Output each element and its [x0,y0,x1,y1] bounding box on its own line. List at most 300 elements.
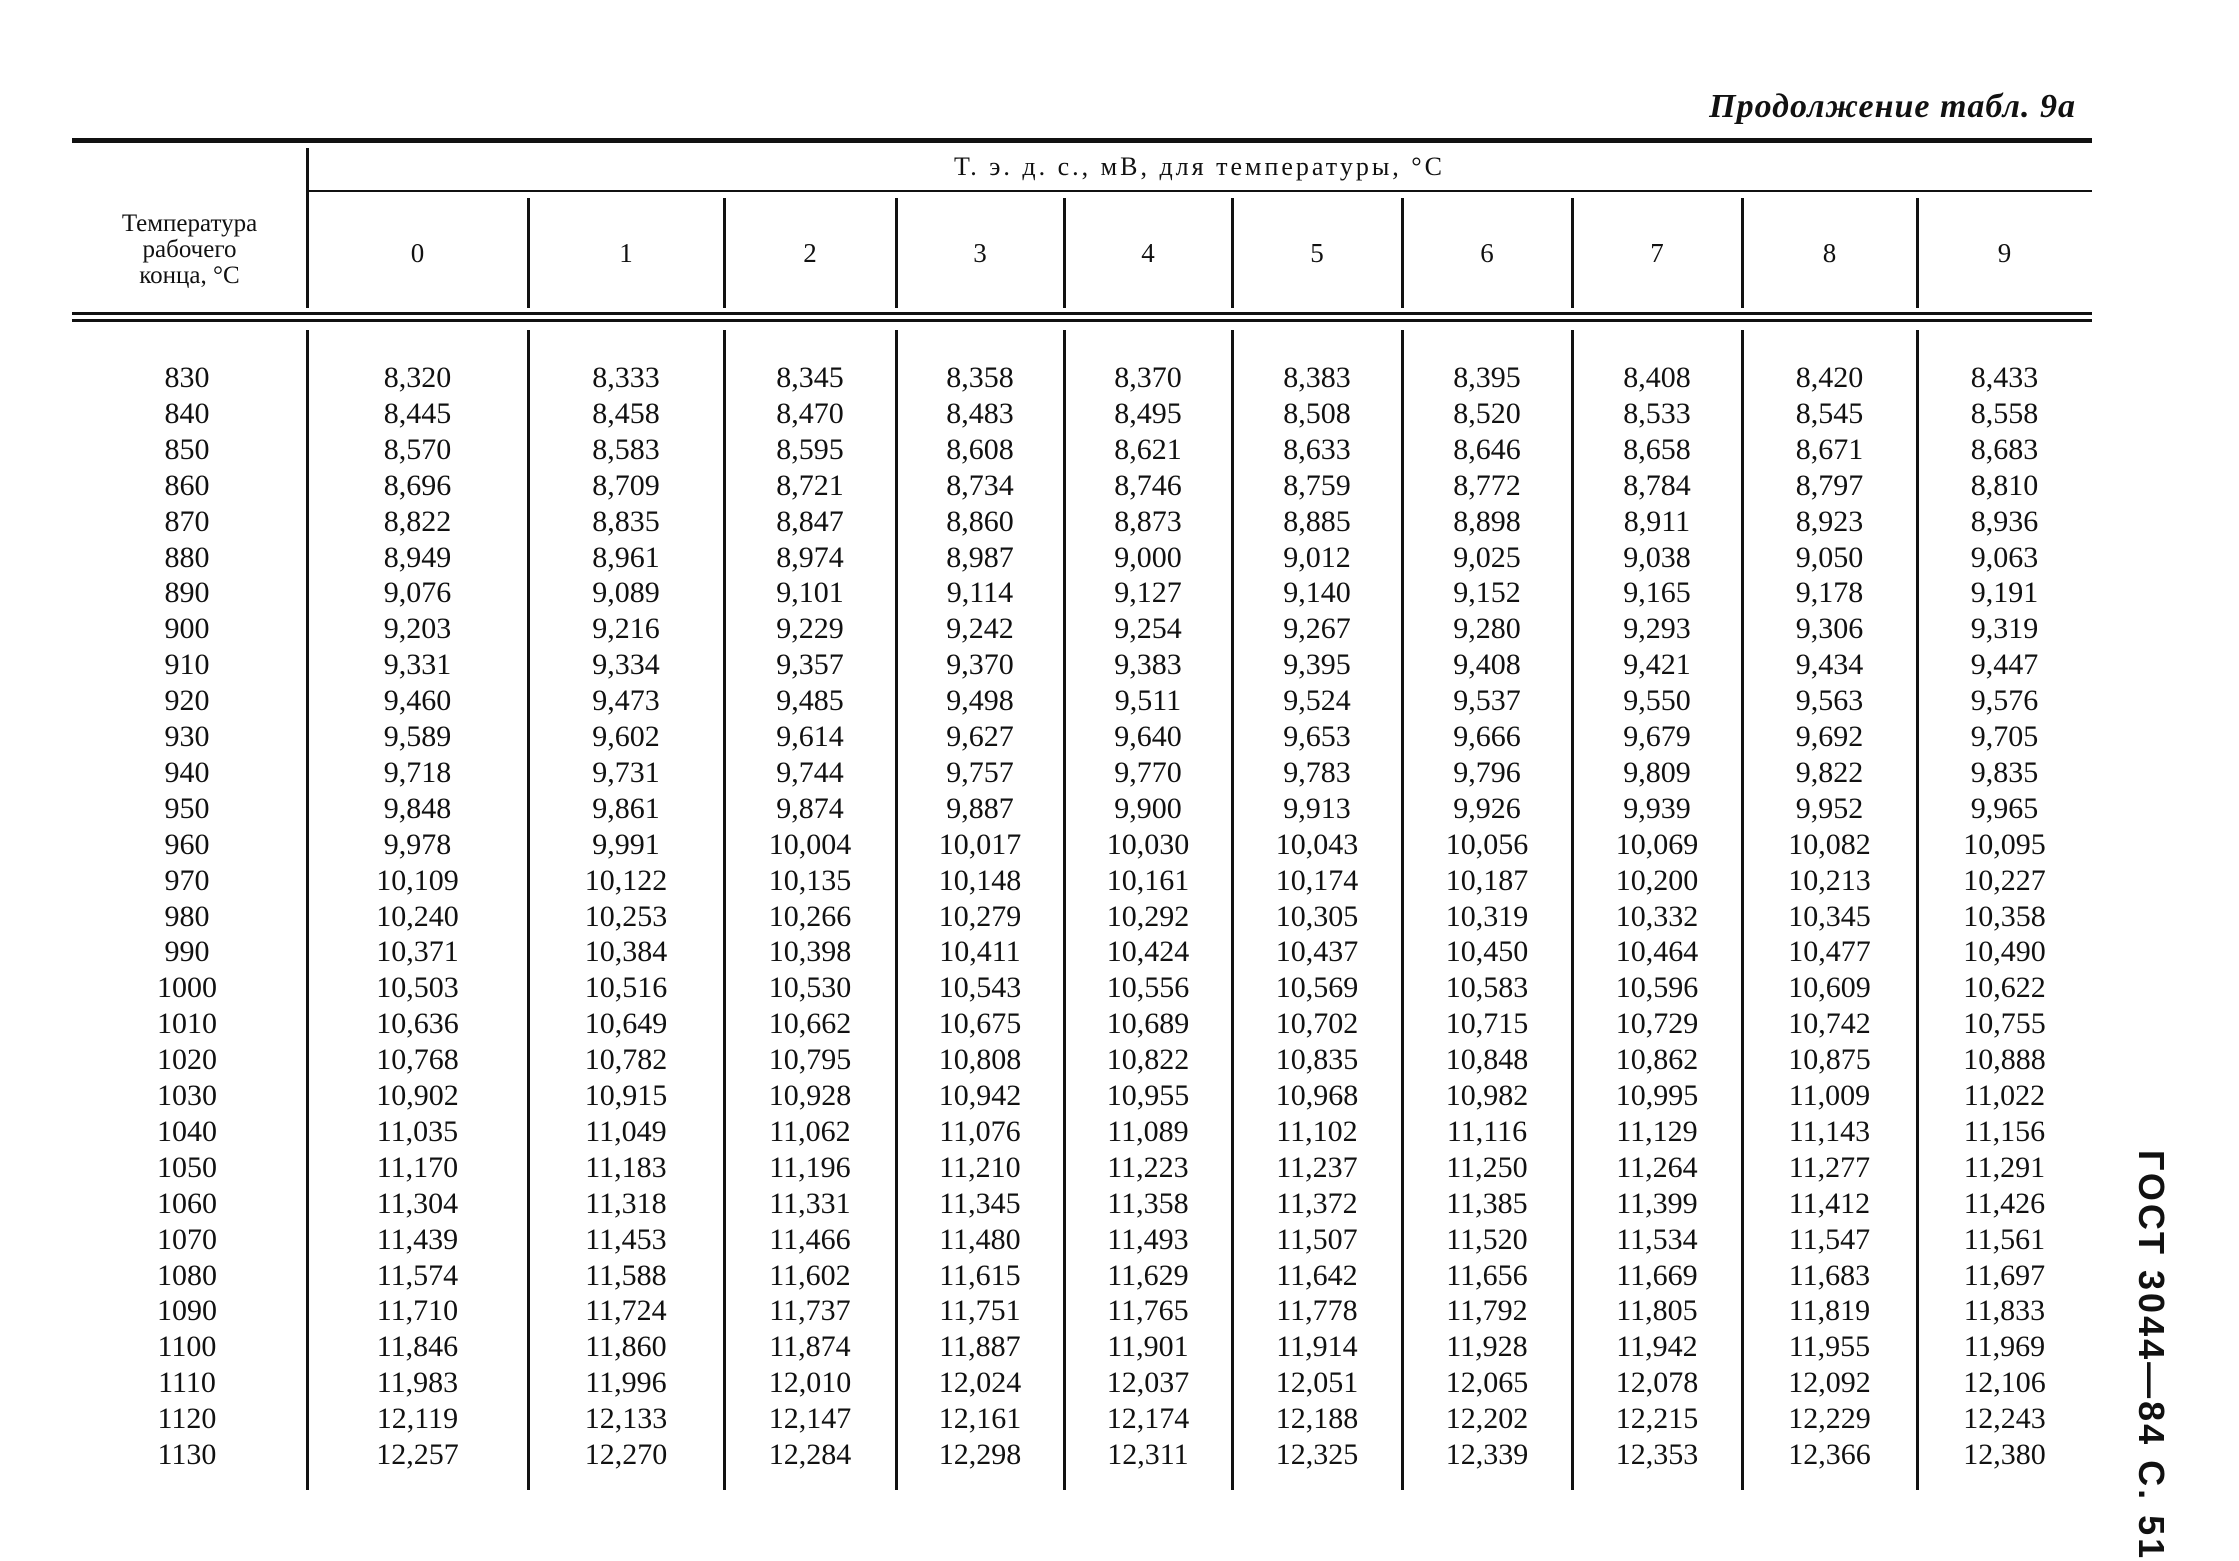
table-row [72,1150,2092,1186]
emf-value-cell: 10,490 [1963,935,2046,969]
emf-value-cell: 10,982 [1445,1079,1529,1112]
table-row [72,1006,2092,1042]
emf-value-cell: 8,545 [1795,396,1864,430]
emf-value-cell: 10,755 [1963,1007,2046,1041]
emf-value-cell: 9,861 [592,791,660,825]
row-temperature: 1130 [157,1438,217,1471]
table-row [72,611,2092,647]
emf-value-cell: 11,642 [1276,1258,1358,1292]
emf-value-cell: 10,279 [938,899,1022,933]
emf-value-cell: 9,744 [776,755,844,789]
emf-value-cell: 11,264 [1616,1150,1698,1184]
emf-value-cell: 11,358 [1107,1186,1189,1220]
emf-value-cell: 9,627 [946,720,1014,753]
emf-value-cell: 8,885 [1283,504,1351,538]
emf-value-cell: 9,614 [776,720,844,753]
emf-value-cell: 9,511 [1114,684,1182,718]
emf-value-cell: 8,483 [946,396,1014,430]
emf-value-cell: 10,875 [1788,1043,1871,1077]
emf-value-cell: 11,156 [1963,1114,2046,1148]
emf-value-cell: 10,928 [768,1079,852,1112]
column-header-9: 9 [1997,238,2012,268]
emf-value-cell: 11,035 [376,1114,459,1148]
emf-value-cell: 10,742 [1788,1007,1871,1041]
column-header-0: 0 [410,238,425,268]
emf-value-cell: 11,669 [1616,1258,1698,1292]
emf-value-cell: 12,353 [1615,1438,1699,1471]
emf-value-cell: 8,345 [776,361,844,394]
table-row [72,1293,2092,1329]
table-row [72,863,2092,899]
emf-value-cell: 10,503 [376,971,459,1005]
emf-value-cell: 9,012 [1283,540,1351,574]
emf-value-cell: 10,715 [1445,1007,1529,1041]
emf-value-cell: 11,928 [1446,1330,1528,1364]
emf-value-cell: 9,280 [1453,612,1521,646]
table-row [72,432,2092,468]
emf-value-cell: 11,223 [1107,1150,1189,1184]
emf-value-cell: 9,434 [1795,648,1864,682]
emf-value-cell: 10,569 [1275,971,1359,1005]
emf-value-cell: 9,025 [1453,540,1521,574]
emf-value-cell: 9,152 [1453,576,1521,610]
row-temperature: 1050 [157,1150,217,1184]
row-temperature: 850 [164,432,210,466]
emf-value-cell: 11,901 [1107,1330,1189,1364]
emf-value-cell: 10,675 [938,1007,1022,1041]
emf-value-cell: 10,437 [1275,935,1359,969]
row-temperature: 1100 [157,1330,217,1364]
emf-value-cell: 10,200 [1615,863,1699,897]
emf-value-cell: 9,835 [1970,755,2039,789]
table-row [72,1042,2092,1078]
emf-value-cell: 8,395 [1453,361,1521,394]
emf-value-cell: 8,621 [1114,432,1182,466]
emf-value-cell: 9,460 [383,684,452,718]
table-row [72,1365,2092,1401]
emf-value-cell: 9,731 [592,755,660,789]
emf-value-cell: 9,229 [776,612,844,646]
emf-value-cell: 10,596 [1615,971,1699,1005]
emf-value-cell: 11,022 [1963,1079,2046,1112]
emf-value-cell: 8,583 [592,432,660,466]
emf-value-cell: 9,473 [592,684,660,718]
emf-value-cell: 9,331 [383,648,452,682]
emf-value-cell: 8,420 [1795,361,1864,394]
emf-value-cell: 11,983 [376,1366,459,1400]
emf-value-cell: 10,729 [1615,1007,1699,1041]
thermo-emf-table [72,138,2092,1496]
emf-value-cell: 9,127 [1114,576,1182,610]
emf-value-cell: 10,768 [376,1043,459,1077]
emf-value-cell: 10,082 [1788,827,1871,861]
emf-value-cell: 11,399 [1616,1186,1698,1220]
emf-value-cell: 8,860 [946,504,1014,538]
body-vertical-rule [723,330,726,1490]
emf-value-cell: 12,092 [1788,1366,1871,1400]
emf-value-cell: 10,187 [1445,863,1529,897]
row-temperature: 870 [164,504,210,538]
emf-value-cell: 11,914 [1276,1330,1358,1364]
emf-value-cell: 10,161 [1106,863,1190,897]
emf-value-cell: 8,433 [1970,361,2039,394]
emf-value-cell: 9,978 [383,827,452,861]
emf-value-cell: 11,942 [1616,1330,1698,1364]
table-row [72,899,2092,935]
emf-value-cell: 10,622 [1963,971,2046,1005]
emf-value-cell: 12,366 [1788,1438,1871,1471]
emf-value-cell: 9,926 [1453,791,1521,825]
emf-value-cell: 8,961 [592,540,660,574]
emf-value-cell: 9,809 [1623,755,1691,789]
row-temperature: 950 [164,791,210,825]
row-temperature: 1020 [157,1043,217,1077]
emf-value-cell: 11,062 [769,1114,851,1148]
emf-value-cell: 11,412 [1788,1186,1871,1220]
emf-value-cell: 8,508 [1283,396,1351,430]
emf-value-cell: 11,615 [939,1258,1021,1292]
emf-value-cell: 10,942 [938,1079,1022,1112]
emf-value-cell: 11,426 [1963,1186,2046,1220]
emf-value-cell: 9,537 [1453,684,1521,718]
emf-value-cell: 10,332 [1615,899,1699,933]
emf-value-cell: 12,051 [1275,1366,1359,1400]
table-row [72,1186,2092,1222]
body-vertical-rule [895,330,898,1490]
emf-value-cell: 12,311 [1107,1438,1189,1471]
emf-value-cell: 11,874 [769,1330,851,1364]
emf-value-cell: 10,095 [1963,827,2046,861]
table-row [72,1437,2092,1473]
emf-value-cell: 11,331 [769,1186,851,1220]
emf-value-cell: 9,563 [1795,684,1864,718]
emf-value-cell: 8,558 [1970,396,2039,430]
table-row [72,1258,2092,1294]
table-row [72,683,2092,719]
emf-value-cell: 9,952 [1795,791,1864,825]
emf-value-cell: 12,106 [1963,1366,2046,1400]
emf-value-cell: 9,293 [1623,612,1691,646]
emf-value-cell: 10,069 [1615,827,1699,861]
emf-value-cell: 9,114 [946,576,1014,610]
emf-value-cell: 9,589 [383,720,452,753]
table-row [72,504,2092,540]
header-divider-rule [307,190,2092,192]
emf-value-cell: 12,215 [1615,1402,1699,1436]
emf-value-cell: 10,240 [376,899,459,933]
emf-value-cell: 10,292 [1106,899,1190,933]
emf-value-cell: 10,319 [1445,899,1529,933]
emf-value-cell: 10,358 [1963,899,2046,933]
emf-value-cell: 8,911 [1623,504,1691,538]
emf-value-cell: 9,395 [1283,648,1351,682]
emf-value-cell: 9,822 [1795,755,1864,789]
emf-value-cell: 11,143 [1788,1114,1871,1148]
emf-value-cell: 10,702 [1275,1007,1359,1041]
header-vertical-rule [1741,198,1744,308]
emf-value-cell: 9,334 [592,648,660,682]
row-temperature: 980 [164,899,210,933]
row-temperature: 1040 [157,1114,217,1148]
header-vertical-rule [527,198,530,308]
emf-value-cell: 11,480 [939,1222,1021,1256]
body-vertical-rule [1571,330,1574,1490]
emf-value-cell: 9,089 [592,576,660,610]
row-temperature: 860 [164,468,210,502]
column-header-1: 1 [619,238,633,268]
table-row [72,575,2092,611]
emf-value-cell: 10,411 [939,935,1021,969]
row-temperature: 1080 [157,1258,217,1292]
header-vertical-rule [1401,198,1404,308]
emf-value-cell: 10,227 [1963,863,2046,897]
emf-value-cell: 10,848 [1445,1043,1529,1077]
emf-value-cell: 10,253 [584,899,668,933]
emf-value-cell: 11,860 [585,1330,667,1364]
emf-value-cell: 12,339 [1445,1438,1529,1471]
emf-value-cell: 10,516 [584,971,668,1005]
emf-value-cell: 9,576 [1970,684,2039,718]
emf-value-cell: 9,640 [1114,720,1182,753]
emf-value-cell: 9,447 [1970,648,2039,682]
emf-value-cell: 9,939 [1623,791,1691,825]
table-row [72,1401,2092,1437]
table-row [72,468,2092,504]
table-row [72,1222,2092,1258]
table-row [72,791,2092,827]
emf-value-cell: 8,470 [776,396,844,430]
emf-value-cell: 10,543 [938,971,1022,1005]
emf-value-cell: 12,257 [376,1438,459,1471]
emf-value-cell: 10,556 [1106,971,1190,1005]
emf-value-cell: 10,888 [1963,1043,2046,1077]
emf-value-cell: 12,284 [768,1438,852,1471]
emf-value-cell: 10,902 [376,1079,459,1112]
emf-value-cell: 9,063 [1970,540,2039,574]
row-temperature: 1000 [157,971,217,1005]
emf-value-cell: 12,380 [1963,1438,2046,1471]
emf-value-cell: 8,936 [1970,504,2039,538]
emf-value-cell: 11,710 [376,1294,459,1328]
emf-value-cell: 11,304 [376,1186,459,1220]
emf-value-cell: 9,913 [1283,791,1351,825]
emf-value-cell: 10,822 [1106,1043,1190,1077]
emf-value-cell: 8,408 [1623,361,1691,394]
row-temperature: 930 [164,720,210,753]
emf-value-cell: 10,862 [1615,1043,1699,1077]
emf-value-cell: 10,636 [376,1007,459,1041]
header-vertical-rule [306,148,309,308]
emf-value-cell: 9,653 [1283,720,1351,753]
row-temperature: 1110 [158,1366,216,1400]
emf-value-cell: 8,683 [1970,432,2039,466]
emf-value-cell: 12,010 [768,1366,852,1400]
emf-value-cell: 9,485 [776,684,844,718]
emf-value-cell: 12,024 [938,1366,1022,1400]
emf-value-cell: 10,174 [1275,863,1359,897]
emf-value-cell: 11,385 [1446,1186,1528,1220]
row-temperature: 940 [164,755,210,789]
emf-value-cell: 11,453 [585,1222,667,1256]
table-row [72,970,2092,1006]
emf-value-cell: 11,372 [1276,1186,1358,1220]
column-header-2: 2 [803,238,817,268]
emf-value-cell: 11,629 [1107,1258,1189,1292]
emf-value-cell: 12,229 [1788,1402,1871,1436]
emf-value-cell: 8,734 [946,468,1014,502]
emf-value-cell: 9,165 [1623,576,1691,610]
emf-value-cell: 11,602 [769,1258,851,1292]
emf-value-cell: 9,783 [1283,755,1351,789]
emf-value-cell: 8,495 [1114,396,1182,430]
emf-value-cell: 8,458 [592,396,660,430]
emf-value-cell: 11,846 [376,1330,459,1364]
emf-value-cell: 8,633 [1283,432,1351,466]
emf-value-cell: 8,383 [1283,361,1351,394]
emf-value-cell: 8,759 [1283,468,1351,502]
emf-value-cell: 11,493 [1107,1222,1189,1256]
emf-value-cell: 10,424 [1106,935,1190,969]
row-temperature: 1090 [157,1294,217,1328]
emf-value-cell: 11,561 [1963,1222,2046,1256]
emf-value-cell: 10,955 [1106,1079,1190,1112]
emf-value-cell: 10,609 [1788,971,1871,1005]
emf-value-cell: 9,191 [1970,576,2039,610]
emf-value-cell: 8,923 [1795,504,1864,538]
emf-value-cell: 9,000 [1114,540,1182,574]
emf-value-cell: 8,658 [1623,432,1691,466]
emf-value-cell: 12,078 [1615,1366,1699,1400]
row-temperature: 830 [164,361,210,394]
emf-value-cell: 11,049 [585,1114,667,1148]
emf-value-cell: 10,384 [584,935,668,969]
emf-value-cell: 10,135 [768,863,852,897]
row-temperature: 880 [164,540,210,574]
body-vertical-rule [1401,330,1404,1490]
emf-value-cell: 10,689 [1106,1007,1190,1041]
emf-value-cell: 12,133 [584,1402,668,1436]
emf-value-cell: 12,037 [1106,1366,1190,1400]
emf-value-cell: 8,746 [1114,468,1182,502]
emf-value-cell: 8,847 [776,504,844,538]
emf-value-cell: 10,371 [376,935,459,969]
column-header-4: 4 [1141,238,1155,268]
emf-value-cell: 8,709 [592,468,660,502]
column-header-7: 7 [1650,238,1664,268]
header-double-rule-upper [72,312,2092,315]
emf-value-cell: 11,291 [1963,1150,2046,1184]
table-row [72,934,2092,970]
emf-value-cell: 8,810 [1970,468,2039,502]
emf-value-cell: 8,320 [383,361,452,394]
row-temperature: 970 [164,863,210,897]
emf-value-cell: 11,996 [585,1366,667,1400]
emf-value-cell: 11,765 [1107,1294,1189,1328]
row-temperature: 920 [164,684,210,718]
emf-value-cell: 8,646 [1453,432,1521,466]
emf-value-cell: 11,887 [939,1330,1021,1364]
emf-value-cell: 8,987 [946,540,1014,574]
emf-value-cell: 11,683 [1788,1258,1871,1292]
emf-value-cell: 9,900 [1114,791,1182,825]
row-temperature: 1060 [157,1186,217,1220]
table-top-rule [72,138,2092,143]
emf-value-cell: 11,534 [1616,1222,1698,1256]
emf-value-cell: 8,835 [592,504,660,538]
emf-value-cell: 11,076 [939,1114,1021,1148]
emf-value-cell: 9,178 [1795,576,1864,610]
emf-value-cell: 9,770 [1114,755,1182,789]
row-temperature: 1010 [157,1007,217,1041]
body-vertical-rule [1741,330,1744,1490]
emf-value-cell: 9,848 [383,791,452,825]
body-vertical-rule [527,330,530,1490]
emf-value-cell: 11,102 [1276,1114,1358,1148]
emf-value-cell: 9,242 [946,612,1014,646]
table-row [72,540,2092,576]
emf-value-cell: 9,203 [383,612,452,646]
emf-value-cell: 9,383 [1114,648,1182,682]
emf-value-cell: 10,915 [584,1079,668,1112]
row-temperature: 960 [164,827,210,861]
emf-value-cell: 11,737 [769,1294,851,1328]
emf-value-cell: 10,968 [1275,1079,1359,1112]
emf-value-cell: 10,148 [938,863,1022,897]
row-temperature: 890 [164,576,210,610]
emf-value-cell: 10,056 [1445,827,1529,861]
emf-value-cell: 8,797 [1795,468,1864,502]
emf-value-cell: 8,721 [776,468,844,502]
emf-value-cell: 9,319 [1970,612,2039,646]
emf-value-cell: 8,974 [776,540,844,574]
emf-value-cell: 9,370 [946,648,1014,682]
column-header-5: 5 [1310,238,1324,268]
emf-value-cell: 11,345 [939,1186,1021,1220]
emf-value-cell: 10,464 [1615,935,1699,969]
row-temperature: 900 [164,612,210,646]
emf-value-cell: 12,174 [1106,1402,1190,1436]
emf-value-cell: 9,602 [592,720,660,753]
table-row [72,360,2092,396]
header-vertical-rule [1916,198,1919,308]
emf-value-cell: 9,498 [946,684,1014,718]
emf-value-cell: 12,188 [1275,1402,1359,1436]
emf-value-cell: 9,408 [1453,648,1521,682]
table-row [72,1114,2092,1150]
table-row [72,719,2092,755]
emf-value-cell: 10,030 [1106,827,1190,861]
emf-value-cell: 10,345 [1788,899,1871,933]
emf-value-cell: 9,254 [1114,612,1182,646]
row-temperature: 990 [164,935,210,969]
emf-value-cell: 9,306 [1795,612,1864,646]
emf-value-cell: 10,398 [768,935,852,969]
emf-value-cell: 9,524 [1283,684,1351,718]
emf-value-cell: 11,588 [585,1258,667,1292]
stub-column-header: Температура рабочего конца, °С [121,210,258,289]
emf-value-cell: 9,550 [1623,684,1691,718]
emf-value-cell: 8,873 [1114,504,1182,538]
emf-value-cell: 11,819 [1788,1294,1871,1328]
emf-value-cell: 12,065 [1445,1366,1529,1400]
emf-value-cell: 8,520 [1453,396,1521,430]
header-double-rule-lower [72,319,2092,322]
emf-value-cell: 10,004 [768,827,852,861]
emf-value-cell: 12,270 [584,1438,668,1471]
row-temperature: 910 [164,648,210,682]
emf-value-cell: 10,122 [584,863,668,897]
header-vertical-rule [1063,198,1066,308]
